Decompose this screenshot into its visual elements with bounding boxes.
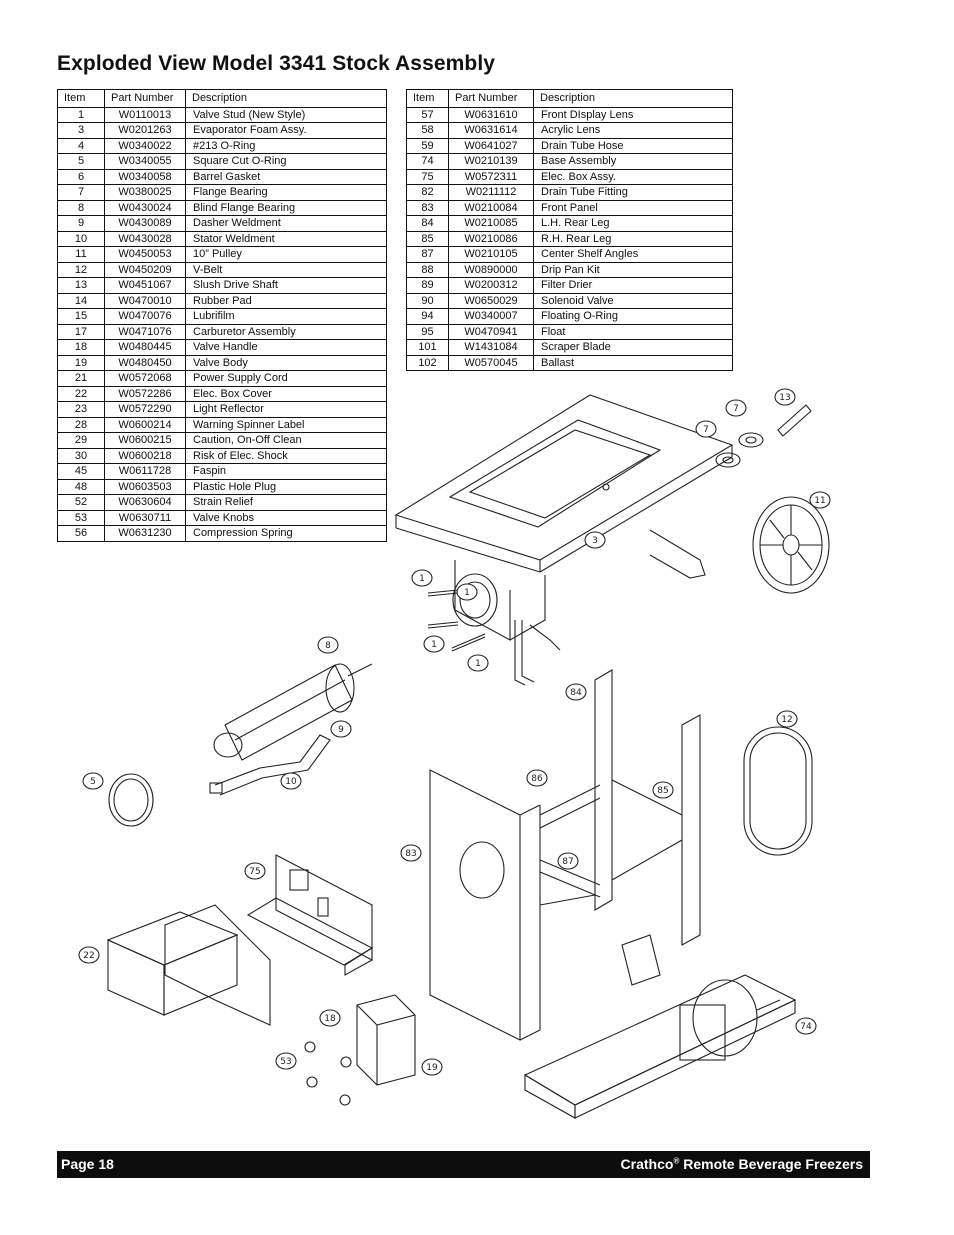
cell-part-number: W0430028: [105, 231, 186, 247]
cell-part-number: W0480450: [105, 355, 186, 371]
cell-item: 3: [58, 123, 105, 139]
cell-part-number: W0611728: [105, 464, 186, 480]
cell-item: 89: [407, 278, 449, 294]
v-belt-drawing: [744, 727, 812, 855]
cell-part-number: W0340055: [105, 154, 186, 170]
cell-part-number: W0430089: [105, 216, 186, 232]
cell-description: Floating O-Ring: [534, 309, 733, 325]
electrical-box-drawing: [108, 855, 372, 1025]
cell-part-number: W0211112: [449, 185, 534, 201]
cell-item: 85: [407, 231, 449, 247]
registered-mark: ®: [673, 1156, 680, 1166]
cell-description: 10” Pulley: [186, 247, 387, 263]
cell-description: Evaporator Foam Assy.: [186, 123, 387, 139]
cell-item: 74: [407, 154, 449, 170]
cell-description: Base Assembly: [534, 154, 733, 170]
cell-item: 18: [58, 340, 105, 356]
cell-part-number: W0470010: [105, 293, 186, 309]
header-part-number: Part Number: [105, 90, 186, 108]
cell-description: Center Shelf Angles: [534, 247, 733, 263]
cell-description: Compression Spring: [186, 526, 387, 542]
header-item: Item: [407, 90, 449, 108]
cell-part-number: W0470076: [105, 309, 186, 325]
cell-item: 8: [58, 200, 105, 216]
cell-description: Dasher Weldment: [186, 216, 387, 232]
o-ring-drawing: [109, 774, 153, 826]
cell-item: 90: [407, 293, 449, 309]
cell-part-number: W0210085: [449, 216, 534, 232]
cell-item: 6: [58, 169, 105, 185]
cell-part-number: W0200312: [449, 278, 534, 294]
cell-part-number: W0641027: [449, 138, 534, 154]
callout-label: 11: [814, 496, 826, 506]
cell-part-number: W0430024: [105, 200, 186, 216]
callout-label: 1: [475, 659, 481, 669]
cell-part-number: W0631610: [449, 107, 534, 123]
callout-labels: [79, 389, 830, 1075]
cell-description: Slush Drive Shaft: [186, 278, 387, 294]
callout-label: 87: [562, 857, 574, 867]
cell-item: 82: [407, 185, 449, 201]
cell-description: Strain Relief: [186, 495, 387, 511]
cell-part-number: W0380025: [105, 185, 186, 201]
cell-part-number: W0600214: [105, 417, 186, 433]
cell-description: Light Reflector: [186, 402, 387, 418]
cell-part-number: W1431084: [449, 340, 534, 356]
cell-description: Flange Bearing: [186, 185, 387, 201]
cell-description: Barrel Gasket: [186, 169, 387, 185]
cell-description: Risk of Elec. Shock: [186, 448, 387, 464]
cell-description: Float: [534, 324, 733, 340]
callout-label: 3: [592, 536, 598, 546]
page-number: Page 18: [61, 1156, 114, 1172]
cell-item: 19: [58, 355, 105, 371]
cell-item: 30: [58, 448, 105, 464]
brand-suffix: Remote Beverage Freezers: [679, 1156, 863, 1172]
cell-part-number: W0210086: [449, 231, 534, 247]
cell-description: V-Belt: [186, 262, 387, 278]
cell-item: 21: [58, 371, 105, 387]
cell-part-number: W0340007: [449, 309, 534, 325]
cell-part-number: W0450053: [105, 247, 186, 263]
cell-item: 88: [407, 262, 449, 278]
cell-part-number: W0470941: [449, 324, 534, 340]
cell-item: 94: [407, 309, 449, 325]
cell-item: 28: [58, 417, 105, 433]
cell-item: 23: [58, 402, 105, 418]
callout-label: 7: [703, 425, 709, 435]
cell-item: 17: [58, 324, 105, 340]
cell-description: Elec. Box Assy.: [534, 169, 733, 185]
cell-part-number: W0450209: [105, 262, 186, 278]
callout-label: 10: [285, 777, 297, 787]
cell-item: 12: [58, 262, 105, 278]
cell-description: Drip Pan Kit: [534, 262, 733, 278]
cell-part-number: W0570045: [449, 355, 534, 371]
cell-item: 4: [58, 138, 105, 154]
cell-description: Valve Handle: [186, 340, 387, 356]
cell-part-number: W0600215: [105, 433, 186, 449]
cell-item: 1: [58, 107, 105, 123]
footer-brand: [621, 1156, 863, 1172]
cell-part-number: W0210139: [449, 154, 534, 170]
cell-item: 7: [58, 185, 105, 201]
cell-description: Front DIsplay Lens: [534, 107, 733, 123]
cell-item: 48: [58, 479, 105, 495]
page-footer: [57, 1151, 870, 1178]
pulley-drawing: [753, 497, 829, 593]
cell-description: Plastic Hole Plug: [186, 479, 387, 495]
cell-part-number: W0600218: [105, 448, 186, 464]
cell-description: Caution, On-Off Clean: [186, 433, 387, 449]
cell-description: Scraper Blade: [534, 340, 733, 356]
header-item: Item: [58, 90, 105, 108]
brand-name: Crathco: [620, 1156, 674, 1172]
cell-description: Ballast: [534, 355, 733, 371]
callout-label: 5: [90, 777, 96, 787]
callout-label: 1: [419, 574, 425, 584]
cell-part-number: W0631614: [449, 123, 534, 139]
cell-description: Solenoid Valve: [534, 293, 733, 309]
cell-description: Lubrifilm: [186, 309, 387, 325]
cell-description: #213 O-Ring: [186, 138, 387, 154]
cell-item: 101: [407, 340, 449, 356]
cell-description: Valve Body: [186, 355, 387, 371]
cell-part-number: W0340058: [105, 169, 186, 185]
cell-description: Blind Flange Bearing: [186, 200, 387, 216]
cell-description: Drain Tube Fitting: [534, 185, 733, 201]
cell-part-number: W0340022: [105, 138, 186, 154]
cell-description: R.H. Rear Leg: [534, 231, 733, 247]
cell-description: Square Cut O-Ring: [186, 154, 387, 170]
cell-part-number: W0630711: [105, 510, 186, 526]
cell-part-number: W0110013: [105, 107, 186, 123]
callout-label: 75: [249, 867, 261, 877]
cell-part-number: W0572311: [449, 169, 534, 185]
cell-item: 83: [407, 200, 449, 216]
cell-item: 53: [58, 510, 105, 526]
cell-description: L.H. Rear Leg: [534, 216, 733, 232]
cell-description: Carburetor Assembly: [186, 324, 387, 340]
cell-item: 10: [58, 231, 105, 247]
cell-item: 14: [58, 293, 105, 309]
cell-part-number: W0572290: [105, 402, 186, 418]
callout-label: 19: [426, 1063, 438, 1073]
cell-description: Power Supply Cord: [186, 371, 387, 387]
header-description: Description: [534, 90, 733, 108]
cell-item: 29: [58, 433, 105, 449]
cell-part-number: W0631230: [105, 526, 186, 542]
callout-label: 18: [324, 1014, 336, 1024]
cell-item: 15: [58, 309, 105, 325]
cell-description: Acrylic Lens: [534, 123, 733, 139]
cell-item: 75: [407, 169, 449, 185]
cell-item: 52: [58, 495, 105, 511]
page-title: Exploded View Model 3341 Stock Assembly: [57, 52, 496, 75]
callout-label: 1: [464, 588, 470, 598]
cell-description: Filter Drier: [534, 278, 733, 294]
callout-label: 83: [405, 849, 417, 859]
cell-item: 84: [407, 216, 449, 232]
cell-item: 11: [58, 247, 105, 263]
cell-description: Valve Stud (New Style): [186, 107, 387, 123]
cell-part-number: W0201263: [105, 123, 186, 139]
cell-item: 57: [407, 107, 449, 123]
cell-description: Rubber Pad: [186, 293, 387, 309]
cell-part-number: W0572286: [105, 386, 186, 402]
callout-label: 12: [781, 715, 793, 725]
cell-part-number: W0572068: [105, 371, 186, 387]
cell-item: 95: [407, 324, 449, 340]
header-part-number: Part Number: [449, 90, 534, 108]
cell-description: Warning Spinner Label: [186, 417, 387, 433]
callout-label: 1: [431, 640, 437, 650]
callout-label: 9: [338, 725, 344, 735]
callout-label: 7: [733, 404, 739, 414]
cell-part-number: W0480445: [105, 340, 186, 356]
cell-part-number: W0890000: [449, 262, 534, 278]
cell-description: Drain Tube Hose: [534, 138, 733, 154]
header-description: Description: [186, 90, 387, 108]
callout-label: 22: [83, 951, 95, 961]
cell-description: Faspin: [186, 464, 387, 480]
callout-label: 74: [800, 1022, 812, 1032]
cell-part-number: W0210105: [449, 247, 534, 263]
cell-item: 5: [58, 154, 105, 170]
cell-part-number: W0650029: [449, 293, 534, 309]
cell-part-number: W0451067: [105, 278, 186, 294]
callout-label: 8: [325, 641, 331, 651]
cell-item: 59: [407, 138, 449, 154]
cell-part-number: W0603503: [105, 479, 186, 495]
cell-item: 102: [407, 355, 449, 371]
valve-body-drawing: [305, 995, 415, 1105]
cell-item: 45: [58, 464, 105, 480]
cell-item: 22: [58, 386, 105, 402]
base-assembly-drawing: [525, 935, 795, 1118]
cell-item: 13: [58, 278, 105, 294]
cell-item: 58: [407, 123, 449, 139]
cell-description: Elec. Box Cover: [186, 386, 387, 402]
cell-description: Valve Knobs: [186, 510, 387, 526]
cell-item: 56: [58, 526, 105, 542]
cell-part-number: W0630604: [105, 495, 186, 511]
callout-label: 85: [657, 786, 669, 796]
callout-label: 84: [570, 688, 582, 698]
evaporator-assembly-drawing: [396, 395, 732, 685]
cell-item: 87: [407, 247, 449, 263]
callout-label: 13: [779, 393, 791, 403]
callout-label: 86: [531, 774, 543, 784]
cell-part-number: W0210084: [449, 200, 534, 216]
cell-description: Stator Weldment: [186, 231, 387, 247]
cell-item: 9: [58, 216, 105, 232]
callout-label: 53: [280, 1057, 292, 1067]
cell-part-number: W0471076: [105, 324, 186, 340]
cell-description: Front Panel: [534, 200, 733, 216]
